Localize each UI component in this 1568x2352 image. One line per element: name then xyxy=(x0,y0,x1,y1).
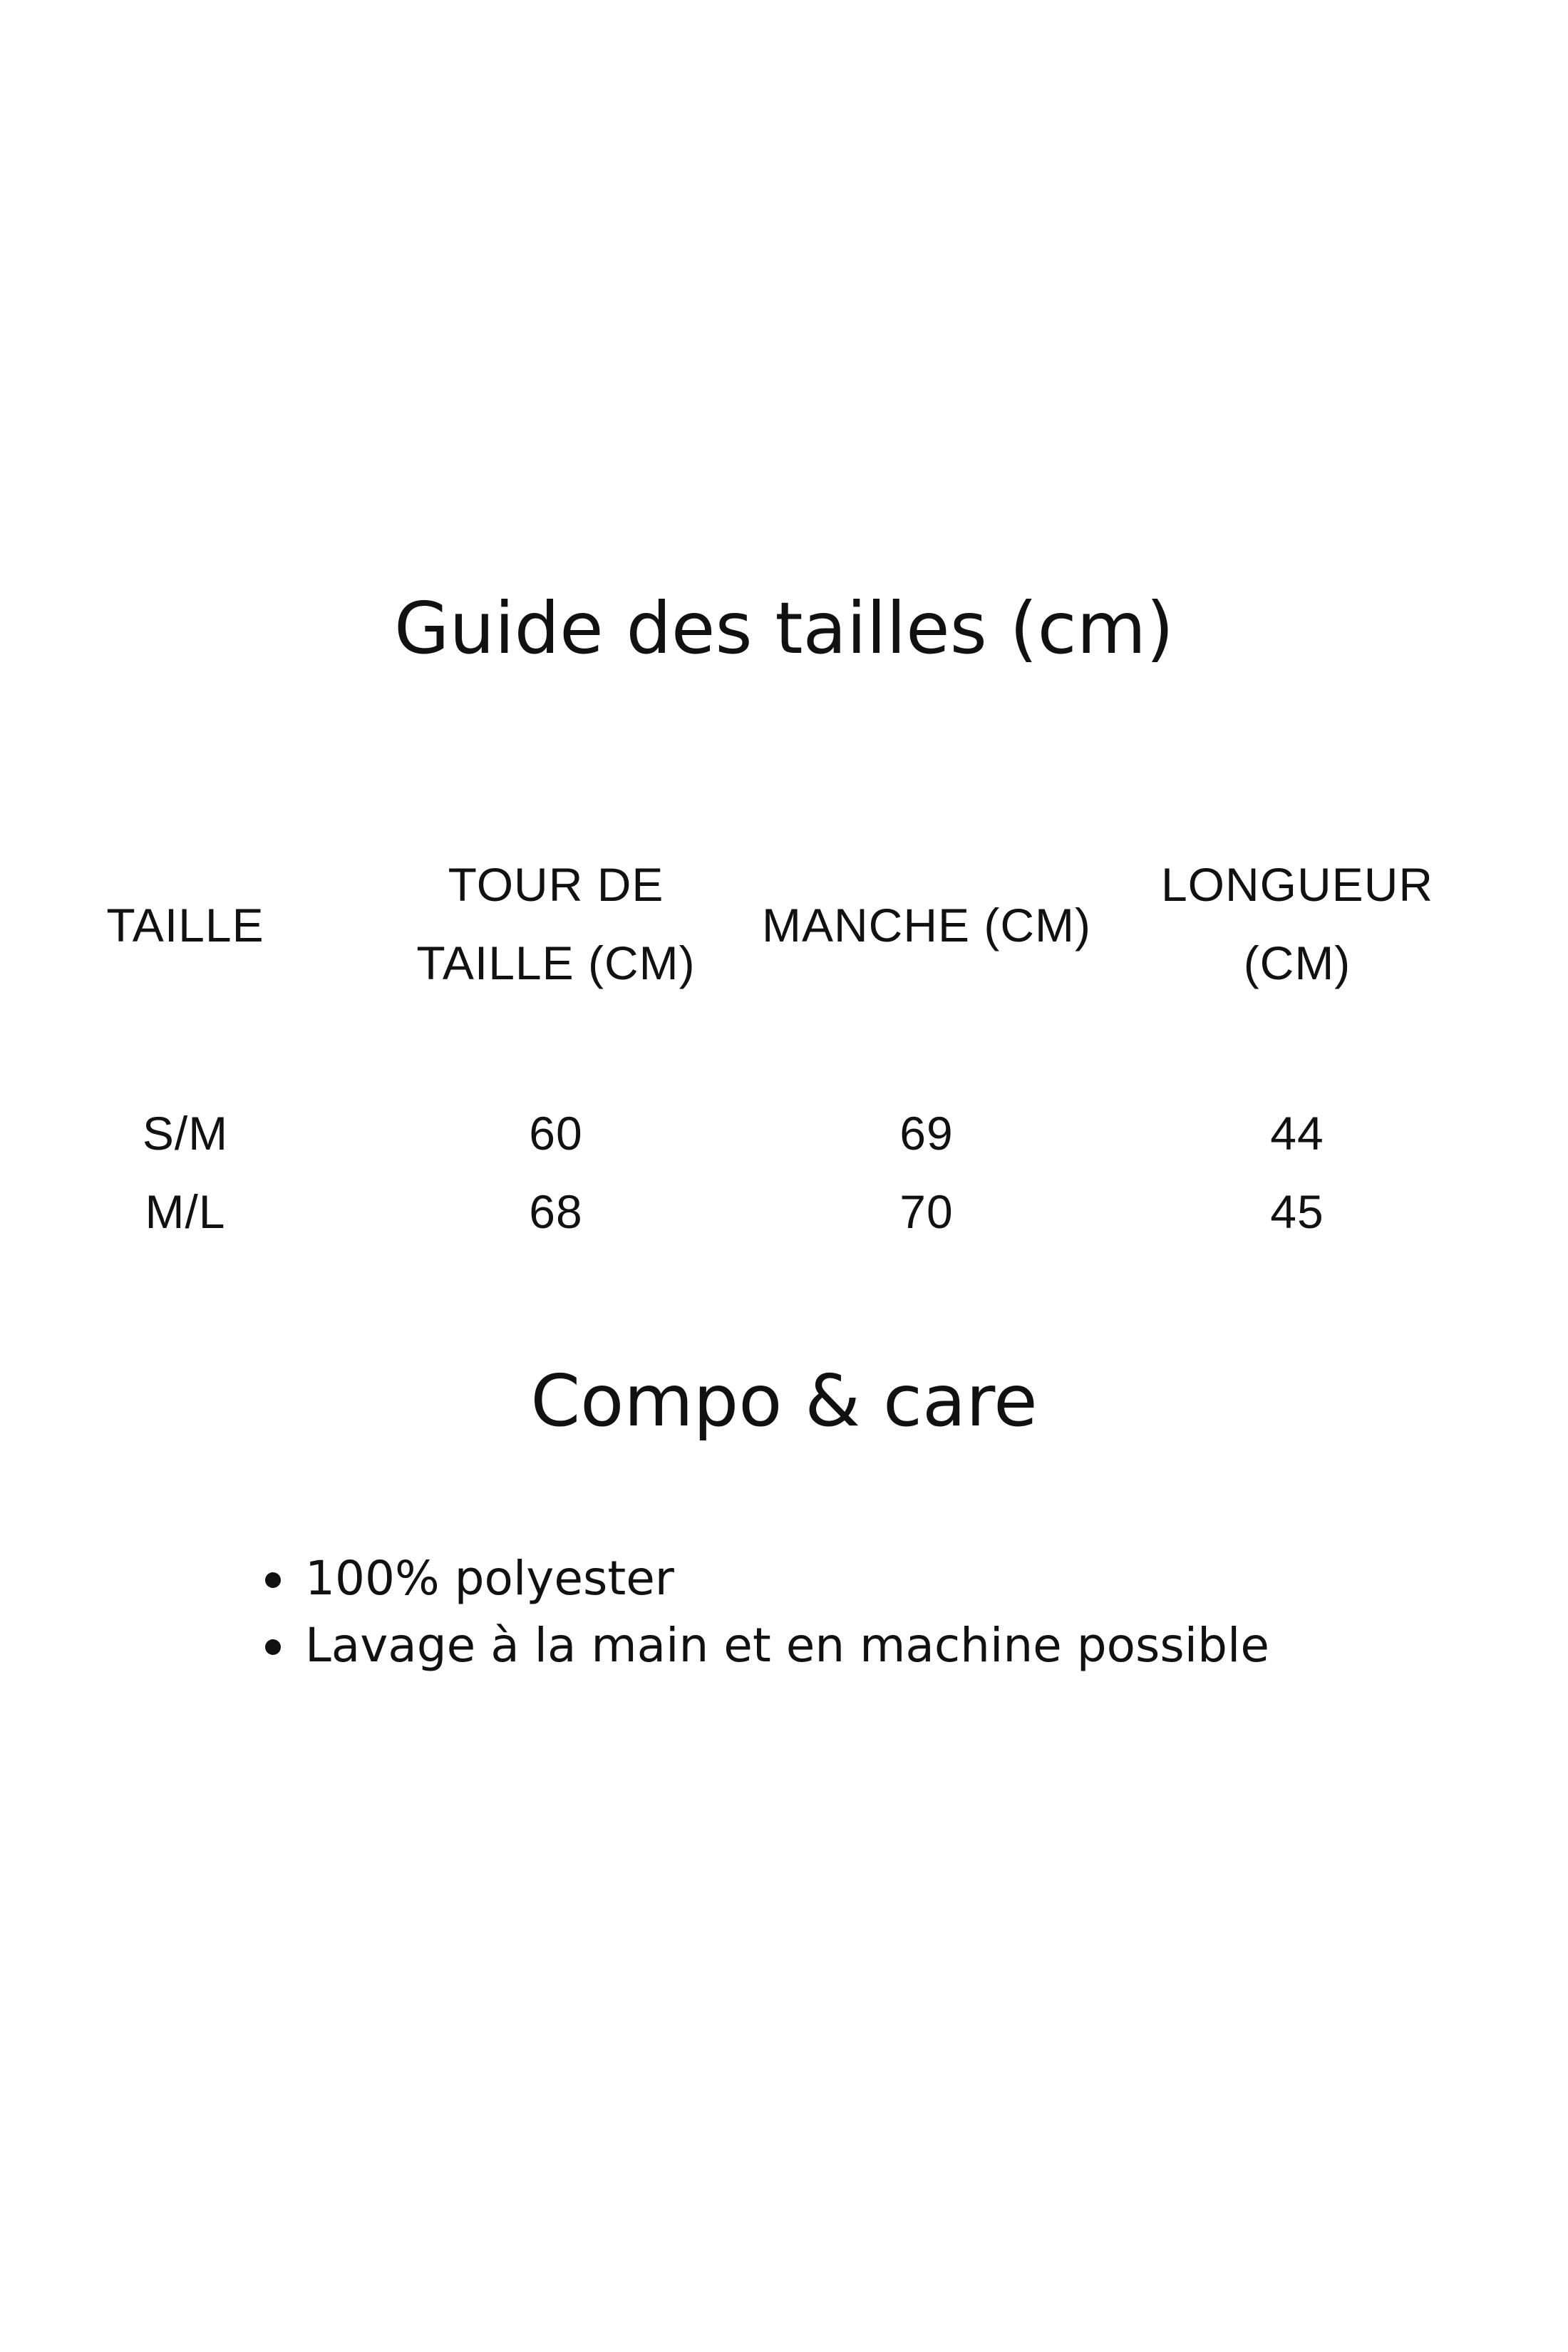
list-item xyxy=(262,1545,1269,1612)
col-header-tour-de-taille xyxy=(399,845,713,1002)
col-header-longueur xyxy=(1140,845,1454,1002)
col-header-longueur-line2: (CM) xyxy=(1243,937,1351,989)
bullet-icon xyxy=(265,1572,281,1588)
table-cell-waist: 68 xyxy=(529,1185,583,1238)
list-item xyxy=(262,1612,1269,1679)
table-cell-length: 45 xyxy=(1270,1185,1324,1238)
table-cell-sleeve: 69 xyxy=(899,1107,954,1160)
col-header-manche-label: MANCHE (CM) xyxy=(762,899,1091,951)
col-header-taille-label: TAILLE xyxy=(106,899,264,951)
table-cell-waist: 60 xyxy=(529,1107,583,1160)
care-list xyxy=(262,1545,1269,1679)
table-cell-length: 44 xyxy=(1270,1107,1324,1160)
care-item-text: Lavage à la main et en machine possible xyxy=(305,1618,1269,1673)
col-header-taille xyxy=(43,886,328,964)
col-header-manche xyxy=(755,886,1098,964)
care-item-text: 100% polyester xyxy=(305,1551,674,1606)
table-cell-size: S/M xyxy=(142,1107,229,1160)
size-guide-title: Guide des tailles (cm) xyxy=(394,587,1174,670)
col-header-tour-de-taille-line2: TAILLE (CM) xyxy=(416,937,696,989)
table-cell-size: M/L xyxy=(145,1185,226,1238)
col-header-tour-de-taille-line1: TOUR DE xyxy=(448,858,664,911)
col-header-longueur-line1: LONGUEUR xyxy=(1160,858,1434,911)
bullet-icon xyxy=(265,1639,281,1655)
table-cell-sleeve: 70 xyxy=(899,1185,954,1238)
compo-care-title: Compo & care xyxy=(530,1359,1038,1443)
